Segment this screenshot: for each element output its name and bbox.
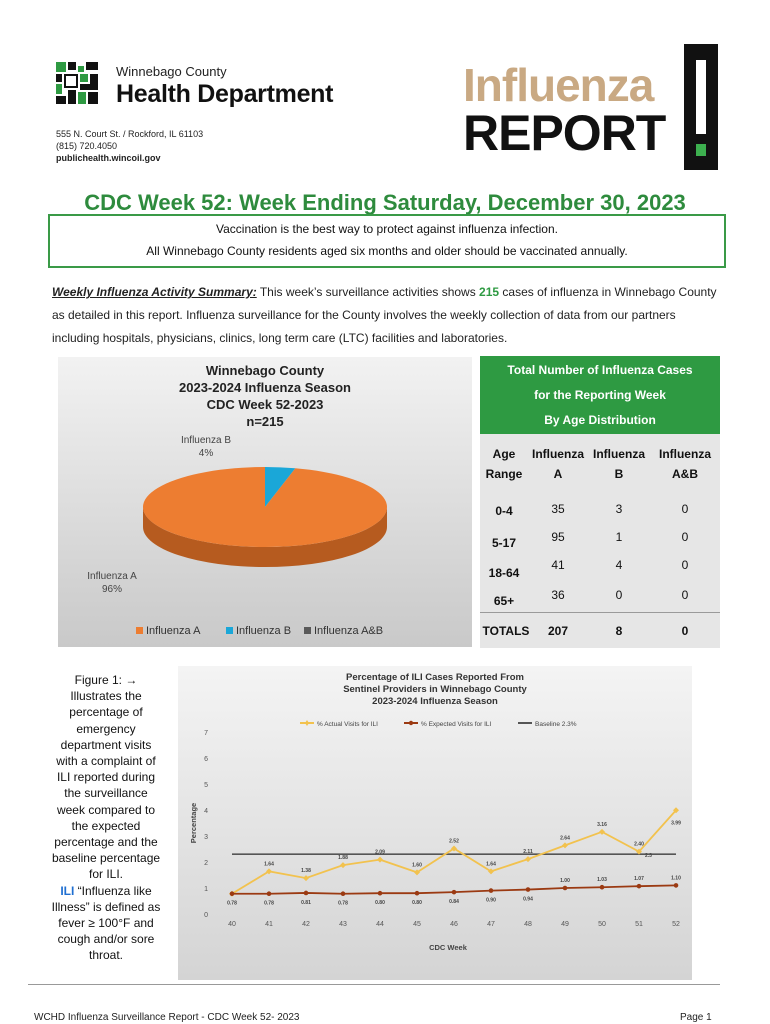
- y-tick-0: 0: [204, 912, 208, 919]
- actual-label-51: 2.40: [634, 841, 644, 848]
- expected-point-41: [267, 891, 272, 896]
- line-chart-legend: [300, 720, 577, 728]
- col-header-influenza-a-line-2: A: [553, 467, 563, 481]
- line-legend-label-2: Baseline 2.3%: [535, 721, 577, 728]
- pie-title-line-2: CDC Week 52-2023: [206, 397, 324, 412]
- totals-influenza-b: 8: [615, 624, 623, 638]
- col-header-influenza-ab-line-1: Influenza: [658, 447, 711, 461]
- row-3-influenza-b: 0: [615, 588, 623, 602]
- expected-label-46: 0.84: [449, 899, 459, 906]
- pie-legend-swatch-0: [136, 627, 143, 634]
- x-tick-52: 52: [672, 921, 680, 928]
- line-title-line-1: Sentinel Providers in Winnebago County: [343, 684, 527, 695]
- col-header-influenza-b-line-1: Influenza: [592, 447, 645, 461]
- col-header-influenza-b: [588, 444, 650, 484]
- expected-label-47: 0.90: [486, 897, 496, 904]
- org-department-name: Health Department: [116, 80, 334, 108]
- pie-legend-swatch-2: [304, 627, 311, 634]
- expected-label-44: 0.80: [375, 900, 385, 907]
- actual-label-43: 1.88: [338, 855, 348, 862]
- line-legend-label-0: % Actual Visits for ILI: [317, 721, 378, 728]
- expected-label-51: 1.07: [634, 876, 644, 883]
- summary-lead: Weekly Influenza Activity Summary:: [52, 285, 257, 299]
- actual-label-47: 1.64: [486, 861, 496, 868]
- actual-label-50: 3.16: [597, 821, 607, 828]
- y-axis-label: Percentage: [189, 802, 198, 844]
- col-header-influenza-a: [528, 444, 588, 484]
- line-chart-background: [178, 666, 692, 980]
- expected-label-48: 0.94: [523, 896, 533, 903]
- expected-point-43: [341, 891, 346, 896]
- col-header-influenza-b-line-2: B: [614, 467, 624, 481]
- figure-caption-text: Figure 1: → Illustrates the percentage of emergency department visits with a complaint of ILI reported during the surveillance week compared to the expected percentage and the baseline percentage for ILI.: [51, 673, 161, 882]
- pie-legend-label-0: Influenza A: [146, 625, 201, 637]
- health-department-logo: [56, 62, 98, 104]
- pie-legend-label-2: Influenza A&B: [314, 625, 384, 637]
- expected-point-50: [600, 885, 605, 890]
- col-header-age-line-1: Age: [492, 447, 516, 461]
- pie-legend-label-1: Influenza B: [236, 625, 292, 637]
- col-header-age: [482, 444, 526, 484]
- line-title-line-2: 2023-2024 Influenza Season: [372, 696, 498, 707]
- x-tick-49: 49: [561, 921, 569, 928]
- pie-label-0-0: Influenza A: [87, 571, 137, 582]
- expected-label-52: 1.10: [671, 875, 681, 882]
- figure-caption: [50, 672, 162, 964]
- x-tick-47: 47: [487, 921, 495, 928]
- totals-influenza-a: 207: [547, 624, 569, 638]
- row-0-influenza-b: 3: [615, 502, 623, 516]
- row-2-influenza-b: 4: [615, 558, 623, 572]
- line-title-line-0: Percentage of ILI Cases Reported From: [346, 672, 524, 683]
- row-1-age: 5-17: [491, 536, 517, 550]
- y-tick-1: 1: [204, 886, 208, 893]
- expected-label-42: 0.81: [301, 899, 311, 906]
- vaccination-line-1: Vaccination is the best way to protect against influenza infection.: [216, 222, 558, 236]
- line-legend-marker-1: [409, 721, 413, 725]
- expected-label-43: 0.78: [338, 900, 348, 907]
- org-address: [56, 128, 203, 164]
- expected-point-51: [637, 884, 642, 889]
- expected-label-40: 0.78: [227, 900, 237, 907]
- x-tick-51: 51: [635, 921, 643, 928]
- line-legend-label-1: % Expected Visits for ILI: [421, 721, 492, 728]
- actual-label-52: 3.99: [671, 820, 681, 827]
- expected-label-45: 0.80: [412, 900, 422, 907]
- ili-term: ILI: [60, 883, 75, 898]
- address-website: publichealth.wincoil.gov: [56, 153, 161, 163]
- row-0-influenza-a: 35: [551, 502, 565, 516]
- pie-label-0-1: 96%: [101, 584, 123, 595]
- row-1-influenza-a: 95: [551, 530, 565, 544]
- actual-label-49: 2.64: [560, 835, 570, 842]
- y-tick-4: 4: [204, 808, 208, 815]
- summary-text-after: cases of influenza in Winnebago County as detailed in this report. Influenza surveillance for the County involves the weekly collection of data from our partners including hospitals, physicians, clinics, long term care (LTC) facilities and laboratories.: [52, 285, 717, 345]
- pie-chart: [58, 357, 472, 647]
- x-tick-46: 46: [450, 921, 458, 928]
- age-table-heading-line-2: for the Reporting Week: [534, 388, 666, 402]
- footer-page-number: Page 1: [680, 1012, 712, 1023]
- expected-point-48: [526, 887, 531, 892]
- row-2-influenza-ab: 0: [681, 558, 689, 572]
- row-1-influenza-ab: 0: [681, 530, 689, 544]
- totals-label: TOTALS: [482, 624, 530, 638]
- row-3-age: 65+: [493, 594, 515, 608]
- age-table-heading-line-1: Total Number of Influenza Cases: [507, 363, 693, 377]
- row-2-age: 18-64: [488, 566, 520, 580]
- pie-chart-slices: [143, 467, 387, 567]
- baseline-label-51: 2.3: [645, 853, 652, 860]
- x-tick-45: 45: [413, 921, 421, 928]
- actual-label-44: 2.09: [375, 849, 385, 856]
- x-axis-label: CDC Week: [429, 943, 467, 952]
- page-title: CDC Week 52: Week Ending Saturday, December 30, 2023: [84, 190, 686, 215]
- expected-point-44: [378, 891, 383, 896]
- expected-label-41: 0.78: [264, 900, 274, 907]
- col-header-age-line-2: Range: [485, 467, 523, 481]
- expected-label-50: 1.03: [597, 877, 607, 884]
- row-3-influenza-ab: 0: [681, 588, 689, 602]
- x-tick-42: 42: [302, 921, 310, 928]
- ili-definition: “Influenza like Illness” is defined as fever ≥ 100°F and cough and/or sore throat.: [51, 883, 161, 963]
- y-tick-6: 6: [204, 756, 208, 763]
- exclamation-dot: [696, 144, 706, 156]
- vaccination-notice: [48, 214, 726, 268]
- age-table-heading-line-3: By Age Distribution: [544, 413, 656, 427]
- row-3-influenza-a: 36: [551, 588, 565, 602]
- x-tick-41: 41: [265, 921, 273, 928]
- x-tick-48: 48: [524, 921, 532, 928]
- pie-label-1-0: Influenza B: [180, 435, 232, 446]
- address-street: 555 N. Court St. / Rockford, IL 61103: [56, 129, 204, 139]
- x-tick-50: 50: [598, 921, 606, 928]
- report-logo-report: REPORT: [463, 105, 666, 161]
- actual-label-46: 2.52: [449, 838, 459, 845]
- summary-case-count: 215: [479, 285, 500, 299]
- pie-chart-legend: [136, 625, 383, 637]
- expected-point-46: [452, 890, 457, 895]
- actual-label-41: 1.64: [264, 861, 274, 868]
- footer-report-name: WCHD Influenza Surveillance Report - CDC Week 52- 2023: [34, 1012, 300, 1023]
- expected-point-49: [563, 886, 568, 891]
- y-tick-3: 3: [204, 834, 208, 841]
- col-header-influenza-ab-line-2: A&B: [672, 467, 698, 481]
- weekly-summary: [52, 281, 724, 350]
- x-tick-40: 40: [228, 921, 236, 928]
- row-0-age: 0-4: [495, 504, 513, 518]
- col-header-influenza-a-line-1: Influenza: [531, 447, 584, 461]
- expected-point-45: [415, 891, 420, 896]
- pie-title-line-1: 2023-2024 Influenza Season: [179, 380, 351, 395]
- vaccination-line-2: All Winnebago County residents aged six months and older should be vaccinated annually.: [146, 244, 628, 258]
- expected-point-42: [304, 891, 309, 896]
- exclamation-stroke: [696, 60, 706, 134]
- expected-label-49: 1.00: [560, 878, 570, 884]
- report-logo-influenza: Influenza: [463, 59, 654, 111]
- age-table-heading: [480, 356, 720, 434]
- address-phone: (815) 720.4050: [56, 141, 118, 151]
- col-header-influenza-ab: [652, 444, 718, 484]
- ili-line-chart: [178, 666, 692, 980]
- actual-label-48: 2.11: [523, 849, 533, 856]
- row-1-influenza-b: 1: [615, 530, 623, 544]
- expected-point-52: [674, 883, 679, 888]
- y-tick-7: 7: [204, 730, 208, 737]
- totals-divider: [480, 612, 720, 613]
- pie-title-line-0: Winnebago County: [205, 363, 325, 378]
- y-tick-5: 5: [204, 782, 208, 789]
- actual-label-42: 1.38: [301, 868, 311, 875]
- age-distribution-table: [480, 434, 720, 648]
- totals-influenza-ab: 0: [681, 624, 689, 638]
- pie-slice-influenza-a: [143, 467, 387, 547]
- x-tick-43: 43: [339, 921, 347, 928]
- x-tick-44: 44: [376, 921, 384, 928]
- expected-point-40: [230, 891, 235, 896]
- summary-text-before: This week’s surveillance activities shows: [256, 285, 480, 299]
- pie-title-line-3: n=215: [246, 414, 284, 429]
- row-0-influenza-ab: 0: [681, 502, 689, 516]
- expected-point-47: [489, 888, 494, 893]
- org-county-name: Winnebago County: [116, 64, 227, 79]
- actual-label-45: 1.60: [412, 862, 422, 869]
- pie-label-1-1: 4%: [198, 448, 214, 459]
- y-tick-2: 2: [204, 860, 208, 867]
- row-2-influenza-a: 41: [551, 558, 565, 572]
- pie-legend-swatch-1: [226, 627, 233, 634]
- footer-divider: [28, 984, 720, 985]
